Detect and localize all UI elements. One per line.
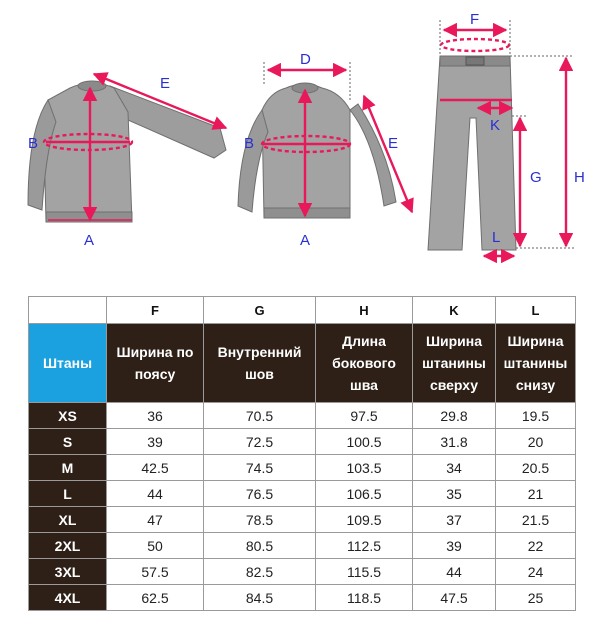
- cell-inseam: 84.5: [204, 585, 316, 611]
- sweater-1-collar: [78, 81, 106, 91]
- label-d: D: [300, 51, 311, 68]
- cell-inseam: 78.5: [204, 507, 316, 533]
- header-waist-width: [107, 324, 204, 403]
- label-f: F: [470, 11, 480, 28]
- letter-blank: [29, 297, 107, 324]
- pants-size-table: [28, 296, 576, 611]
- measure-f-ellipse: [441, 39, 509, 51]
- cell-leg-top: 47.5: [413, 585, 496, 611]
- cell-waist: 42.5: [107, 455, 204, 481]
- cell-side-seam: 112.5: [316, 533, 413, 559]
- cell-inseam: 72.5: [204, 429, 316, 455]
- letter-f: F: [107, 297, 204, 324]
- sweater-1-body: [43, 83, 132, 222]
- label-a-2: A: [300, 232, 311, 249]
- header-inseam: [204, 324, 316, 403]
- table-row: [29, 481, 576, 507]
- cell-side-seam: 97.5: [316, 403, 413, 429]
- cell-waist: 47: [107, 507, 204, 533]
- label-e-2: E: [388, 135, 399, 152]
- pants-belt-buckle: [466, 57, 484, 65]
- size-cell: L: [29, 481, 107, 507]
- size-cell: M: [29, 455, 107, 481]
- cell-leg-bottom: 24: [496, 559, 576, 585]
- table-row: [29, 403, 576, 429]
- cell-leg-top: 29.8: [413, 403, 496, 429]
- pants: [428, 56, 516, 250]
- header-leg-bottom-width-text: Ширина штанины снизу: [503, 333, 568, 393]
- size-cell: XS: [29, 403, 107, 429]
- size-cell: 3XL: [29, 559, 107, 585]
- header-inseam-text: Внутренний шов: [217, 344, 302, 382]
- header-leg-top-width: [413, 324, 496, 403]
- cell-waist: 39: [107, 429, 204, 455]
- cell-leg-bottom: 20.5: [496, 455, 576, 481]
- table-row: [29, 559, 576, 585]
- cell-side-seam: 115.5: [316, 559, 413, 585]
- cell-side-seam: 109.5: [316, 507, 413, 533]
- table-row: [29, 455, 576, 481]
- header-leg-bottom-width: [496, 324, 576, 403]
- column-header-row: [29, 324, 576, 403]
- label-k: K: [490, 117, 501, 134]
- letter-l: L: [496, 297, 576, 324]
- label-e-1: E: [160, 75, 171, 92]
- cell-inseam: 82.5: [204, 559, 316, 585]
- cell-waist: 62.5: [107, 585, 204, 611]
- sweater-2-hem: [264, 208, 350, 218]
- size-cell: S: [29, 429, 107, 455]
- cell-leg-bottom: 22: [496, 533, 576, 559]
- label-g: G: [530, 169, 542, 186]
- cell-waist: 44: [107, 481, 204, 507]
- cell-leg-top: 44: [413, 559, 496, 585]
- cell-leg-top: 35: [413, 481, 496, 507]
- corner-label: Штаны: [29, 324, 107, 403]
- measurement-diagram: [0, 0, 600, 290]
- label-h: H: [574, 169, 585, 186]
- cell-leg-top: 39: [413, 533, 496, 559]
- cell-inseam: 76.5: [204, 481, 316, 507]
- label-b-1: B: [28, 135, 39, 152]
- label-b-2: B: [244, 135, 255, 152]
- table-row: [29, 507, 576, 533]
- letter-g: G: [204, 297, 316, 324]
- cell-side-seam: 106.5: [316, 481, 413, 507]
- letter-k: K: [413, 297, 496, 324]
- size-cell: XL: [29, 507, 107, 533]
- cell-leg-bottom: 21: [496, 481, 576, 507]
- cell-inseam: 70.5: [204, 403, 316, 429]
- sweater-extended-arm: [28, 81, 226, 222]
- header-waist-width-text: Ширина по поясу: [116, 344, 194, 382]
- sweater-front: [238, 83, 399, 218]
- cell-leg-bottom: 21.5: [496, 507, 576, 533]
- size-cell: 4XL: [29, 585, 107, 611]
- table-row: [29, 585, 576, 611]
- pants-shape: [428, 56, 516, 250]
- cell-leg-top: 37: [413, 507, 496, 533]
- cell-leg-bottom: 19.5: [496, 403, 576, 429]
- cell-waist: 57.5: [107, 559, 204, 585]
- cell-leg-top: 31.8: [413, 429, 496, 455]
- cell-waist: 50: [107, 533, 204, 559]
- cell-side-seam: 118.5: [316, 585, 413, 611]
- cell-side-seam: 100.5: [316, 429, 413, 455]
- header-leg-top-width-text: Ширина штанины сверху: [422, 333, 486, 393]
- cell-side-seam: 103.5: [316, 455, 413, 481]
- cell-leg-bottom: 25: [496, 585, 576, 611]
- cell-leg-top: 34: [413, 455, 496, 481]
- size-cell: 2XL: [29, 533, 107, 559]
- table-row: [29, 533, 576, 559]
- cell-inseam: 80.5: [204, 533, 316, 559]
- header-side-seam: [316, 324, 413, 403]
- letter-header-row: [29, 297, 576, 324]
- label-l: L: [492, 229, 501, 246]
- letter-h: H: [316, 297, 413, 324]
- cell-leg-bottom: 20: [496, 429, 576, 455]
- cell-inseam: 74.5: [204, 455, 316, 481]
- label-a-1: A: [84, 232, 95, 249]
- table-row: [29, 429, 576, 455]
- header-side-seam-text: Длина бокового шва: [332, 333, 396, 393]
- cell-waist: 36: [107, 403, 204, 429]
